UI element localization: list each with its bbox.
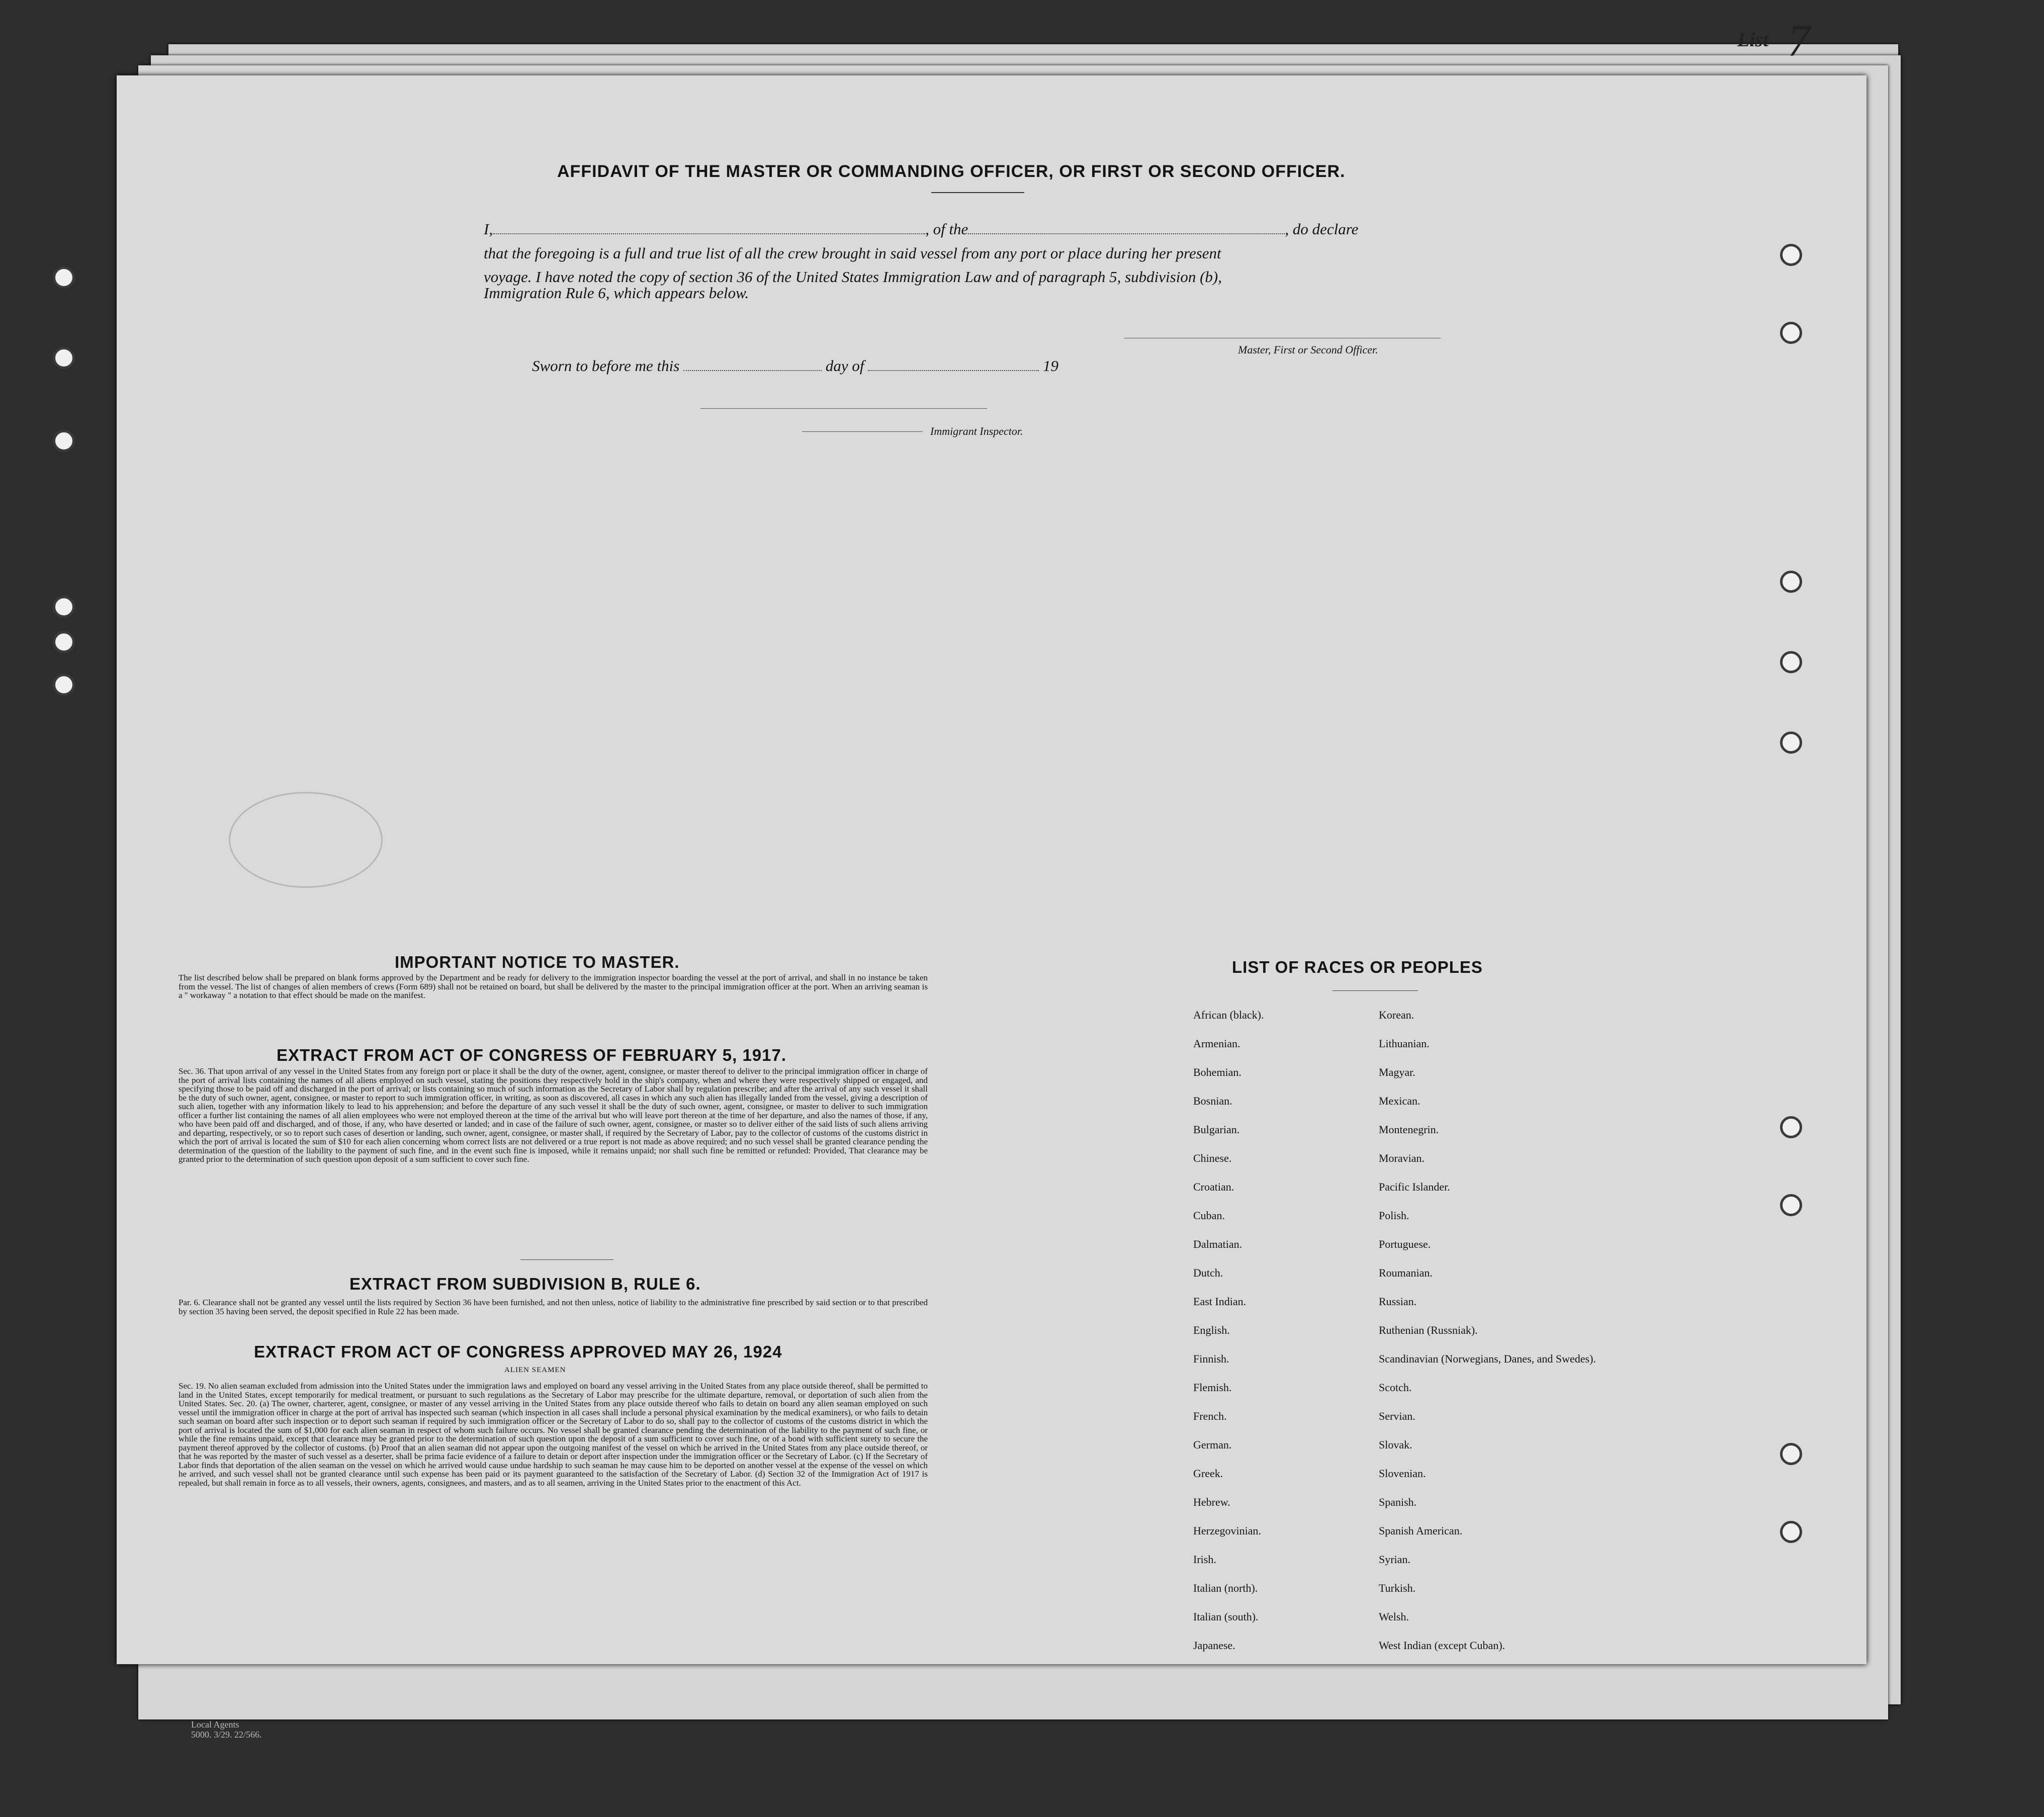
race-item: Hebrew. [1193, 1496, 1230, 1508]
binder-hole [53, 674, 75, 696]
race-item: Welsh. [1379, 1610, 1409, 1623]
race-item: Scotch. [1379, 1381, 1412, 1394]
day-of-text: day of [825, 357, 864, 375]
divider [1332, 990, 1418, 991]
race-item: Greek. [1193, 1467, 1223, 1480]
race-item: Croatian. [1193, 1180, 1234, 1193]
divider [931, 192, 1024, 193]
race-item: Roumanian. [1379, 1266, 1433, 1279]
race-item: English. [1193, 1324, 1230, 1336]
race-item: Dutch. [1193, 1266, 1223, 1279]
list-mark: List [1737, 28, 1769, 51]
race-item: Turkish. [1379, 1582, 1416, 1594]
act-1917-text: Sec. 36. That upon arrival of any vessel in the United States from any foreign port or place it shall be the duty of the owner, agent, consignee, or master thereof to deliver to the principal immigration officer in charge of the port of arrival lists containing the names of all aliens employed on such vessel, stating the positions they respectively hold in the ship's company, when and where they were respectively shipped or engaged, and specifying those to be paid off and discharged in the port of arrival; or lists containing so much of such information as the Secretary of Labor shall by regulation prescribe; and after the arrival of any such vessel it shall be the duty of such owner, agent, consignee, or master to report to such immigration officer, in writing, as soon as discovered, all cases in which any such alien has illegally landed from the vessel, giving a description of such alien, together with any information likely to lead to his apprehension; and before the departure of any such vessel it shall be the duty of such owner, agent, consignee, or master to deliver to such immigration officer a further list containing the names of all alien employees who were not employed thereon at the time of the arrival but who will leave port thereon at the time of her departure, and also the names of those, if any, who have been paid off and discharged, and of those, if any, who have deserted or landed; and in case of the failure of such owner, agent, consignee, or master so to deliver either of the said lists of such aliens arriving and departing, respectively, or so to report such cases of desertion or landing, such owner, agent, consignee, or master shall, if required by the Secretary of Labor, pay to the collector of customs of the customs district in which the port of arrival is located the sum of $10 for each alien concerning whom correct lists are not delivered or a true report is not made as above required; and no such vessel shall be granted clearance pending the determination of the question of the liability to the payment of such fine, and in the event such fine is imposed, while it remains unpaid; nor shall such fine be remitted or refunded: Provided, That clearance may be granted prior to the determination of such question upon deposit of a sum sufficient to cover such fine. [179, 1066, 928, 1164]
rule-6-title: EXTRACT FROM SUBDIVISION B, RULE 6. [349, 1275, 701, 1293]
binder-hole [1780, 1521, 1802, 1543]
race-item: Bohemian. [1193, 1066, 1241, 1078]
divider [520, 1259, 613, 1260]
race-item: Korean. [1379, 1009, 1414, 1021]
act-1917-title: EXTRACT FROM ACT OF CONGRESS OF FEBRUARY 5, 1917. [277, 1046, 787, 1064]
affidavit-of-the: , of the [925, 220, 968, 238]
faded-stamp [229, 792, 383, 888]
race-item: Finnish. [1193, 1352, 1229, 1365]
affidavit-line-2: that the foregoing is a full and true list of all the crew brought in said vessel from any port or place during her present [484, 244, 1221, 262]
affidavit-declare: , do declare [1285, 220, 1359, 238]
race-item: Slovenian. [1379, 1467, 1426, 1480]
binder-hole [1780, 651, 1802, 673]
sworn-text: Sworn to before me this [532, 357, 680, 375]
races-right-column [1379, 1009, 1596, 1668]
race-item: Syrian. [1379, 1553, 1410, 1566]
races-title: LIST OF RACES OR PEOPLES [1232, 958, 1483, 976]
binder-hole [1780, 1116, 1802, 1138]
inspector-signature-line[interactable] [700, 408, 987, 409]
day-blank[interactable] [683, 358, 822, 371]
race-item: Chinese. [1193, 1152, 1232, 1164]
race-item: West Indian (except Cuban). [1379, 1639, 1505, 1652]
race-item: Polish. [1379, 1209, 1409, 1222]
race-item: Slovak. [1379, 1438, 1412, 1451]
list-number: 7 [1788, 16, 1810, 66]
affidavit-title: AFFIDAVIT OF THE MASTER OR COMMANDING OFFICER, OR FIRST OR SECOND OFFICER. [557, 162, 1346, 181]
affidavit-line-3: voyage. I have noted the copy of section 36 of the United States Immigration Law and of paragraph 5, subdivision (b), [484, 268, 1222, 286]
binder-hole [53, 596, 75, 618]
race-item: Japanese. [1193, 1639, 1235, 1652]
race-item: East Indian. [1193, 1295, 1247, 1308]
race-item: Cuban. [1193, 1209, 1225, 1222]
race-item: Flemish. [1193, 1381, 1232, 1394]
race-item: Herzegovinian. [1193, 1524, 1261, 1537]
binder-hole [1780, 571, 1802, 593]
race-item: Portuguese. [1379, 1238, 1431, 1250]
races-left-column [1193, 1009, 1264, 1668]
act-1924-subtitle: ALIEN SEAMEN [504, 1366, 566, 1374]
race-item: Spanish. [1379, 1496, 1417, 1508]
race-item: Spanish American. [1379, 1524, 1463, 1537]
binder-hole [53, 430, 75, 452]
race-item: Bosnian. [1193, 1095, 1232, 1107]
race-item: Scandinavian (Norwegians, Danes, and Swedes). [1379, 1352, 1596, 1365]
race-item: Servian. [1379, 1410, 1415, 1422]
race-item: Bulgarian. [1193, 1123, 1240, 1136]
binder-hole [1780, 1194, 1802, 1216]
race-item: Irish. [1193, 1553, 1216, 1566]
binder-hole [53, 631, 75, 653]
master-signature-label: Master, First or Second Officer. [1238, 343, 1378, 356]
race-item: African (black). [1193, 1009, 1264, 1021]
notice-title: IMPORTANT NOTICE TO MASTER. [395, 953, 680, 971]
vessel-blank[interactable] [968, 221, 1285, 234]
affidavit-line-1 [484, 220, 1358, 238]
year-prefix: 19 [1042, 357, 1058, 375]
act-1924-title: EXTRACT FROM ACT OF CONGRESS APPROVED MAY 26, 1924 [254, 1342, 782, 1361]
race-item: Magyar. [1379, 1066, 1415, 1078]
month-blank[interactable] [868, 358, 1039, 371]
race-item: Russian. [1379, 1295, 1417, 1308]
binder-hole [1780, 322, 1802, 344]
binder-hole [53, 266, 75, 289]
act-1924-text: Sec. 19. No alien seaman excluded from admission into the United States under the immigration laws and employed on board any vessel arriving in the United States from any place outside thereof, shall be permitted to land in the United States, except temporarily for medical treatment, or pursuant to such regulations as the Secretary of Labor may prescribe for the ultimate departure, removal, or deportation of such alien from the United States. Sec. 20. (a) The owner, charterer, agent, consignee, or master of any vessel arriving in the United States from any place outside thereof who fails to detain on board any alien seaman employed on such vessel until the immigration officer in charge at the port of arrival has inspected such seaman (which inspection in all cases shall include a personal physical examination by the medical examiners), or who fails to detain such seaman on board after such inspection or to deport such seaman if required by such immigration officer or the Secretary of Labor to do so, shall pay to the collector of customs of the customs district in which the port of arrival is located the sum of $1,000 for each alien seaman in respect of whom such failure occurs. No vessel shall be granted clearance pending the determination of the liability to the payment of such fine, or while the fine remains unpaid, except that clearance may be granted prior to the determination of such question upon the deposit of a sum sufficient to cover such fine, or of a bond with sufficient surety to secure the payment thereof approved by the collector of customs. (b) Proof that an alien seaman did not appear upon the outgoing manifest of the vessel on which he arrived in the United States from any place outside thereof, or that he was reported by the master of such vessel as a deserter, shall be prima facie evidence of a failure to detain or deport after inspection under the immigration officer or the Secretary of Labor. (c) If the Secretary of Labor finds that deportation of the alien seaman on the vessel on which he arrived would cause undue hardship to such seaman he may cause him to be deported on another vessel at the expense of the vessel on which he arrived, and such vessel shall not be granted clearance until such expense has been paid or its payment guaranteed to the satisfaction of the Secretary of Labor. (d) Section 32 of the Immigration Act of 1917 is repealed, but shall remain in force as to all vessels, their owners, agents, consignees, and masters, and as to all seamen, arriving in the United States prior to the enactment of this Act. [179, 1381, 928, 1488]
race-item: Moravian. [1379, 1152, 1425, 1164]
inspector-label: Immigrant Inspector. [930, 425, 1023, 437]
race-item: German. [1193, 1438, 1232, 1451]
race-item: Italian (north). [1193, 1582, 1258, 1594]
name-blank[interactable] [493, 221, 925, 234]
binder-hole [1780, 732, 1802, 754]
form-footer [191, 1719, 262, 1740]
race-item: Ruthenian (Russniak). [1379, 1324, 1478, 1336]
race-item: French. [1193, 1410, 1227, 1422]
binder-hole [53, 347, 75, 369]
binder-hole [1780, 244, 1802, 266]
race-item: Pacific Islander. [1379, 1180, 1450, 1193]
race-item: Mexican. [1379, 1095, 1420, 1107]
race-item: Dalmatian. [1193, 1238, 1242, 1250]
race-item: Armenian. [1193, 1037, 1240, 1050]
race-item: Montenegrin. [1379, 1123, 1439, 1136]
footer-code: 5000. 3/29. 22/566. [191, 1730, 262, 1740]
affidavit-i: I, [484, 220, 493, 238]
race-item: Lithuanian. [1379, 1037, 1430, 1050]
affidavit-line-4: Immigration Rule 6, which appears below. [484, 284, 749, 302]
inspector-signature-line[interactable] [802, 431, 923, 432]
race-item: Italian (south). [1193, 1610, 1259, 1623]
footer-agents: Local Agents [191, 1719, 239, 1730]
binder-hole [1780, 1443, 1802, 1465]
sworn-line [532, 357, 1058, 375]
notice-text: The list described below shall be prepared on blank forms approved by the Department and be ready for delivery to the immigration inspector boarding the vessel at the port of arrival, and shall in no instance be taken from the vessel. The list of changes of alien members of crews (Form 689) shall not be retained on board, but shall be delivered by the master to the principal immigration officer at the port. When an arriving seaman is a " workaway " a notation to that effect should be made on the manifest. [179, 973, 928, 1000]
rule-6-text: Par. 6. Clearance shall not be granted any vessel until the lists required by Section 36 have been furnished, and not then unless, notice of liability to the administrative fine prescribed by said section or to that prescribed by section 35 having been served, the deposit specified in Rule 22 has been made. [179, 1298, 928, 1316]
